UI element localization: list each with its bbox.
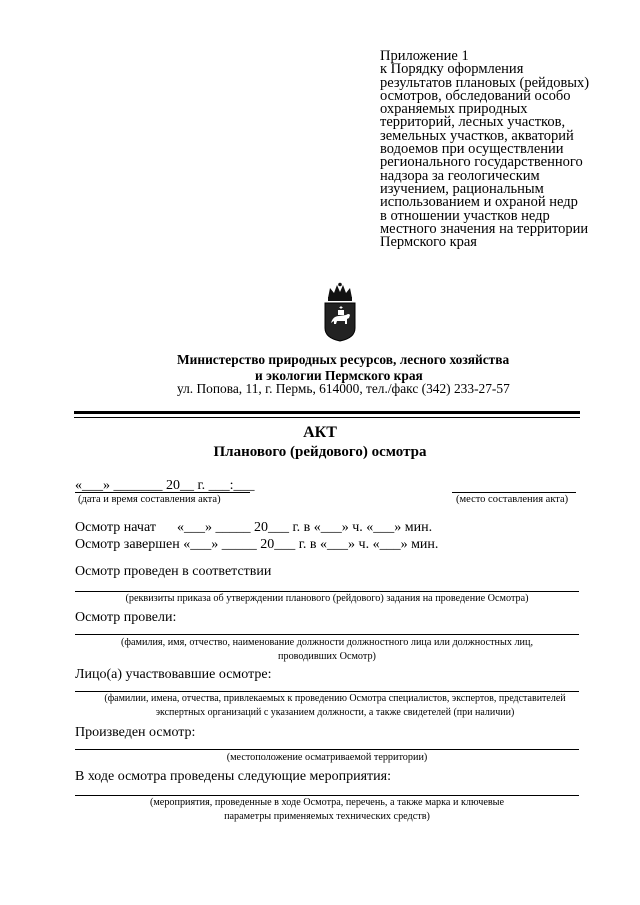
act-title: АКТ — [303, 424, 337, 441]
appendix-line: территорий, лесных участков, — [380, 114, 566, 131]
date-underline — [75, 492, 250, 493]
act-place-caption: (место составления акта) — [456, 494, 569, 505]
perm-krai-coat-of-arms-icon — [322, 282, 358, 342]
appendix-line: водоемов при осуществлении — [380, 141, 564, 158]
appendix-line: использованием и охраной недр — [380, 194, 578, 211]
measures-caption-1: (мероприятия, проведенные в ходе Осмотра, перечень, а также марка и ключевые — [149, 797, 505, 808]
performed-caption: (местоположение осматриваемой территории) — [226, 752, 428, 763]
appendix-line: надзора за геологическим — [380, 167, 540, 184]
measures-label: В ходе осмотра проведены следующие мероприятия: — [75, 769, 391, 784]
participants-line — [75, 691, 579, 692]
accordance-caption: (реквизиты приказа об утверждении планового (рейдового) задания на проведение Осмотра) — [125, 593, 529, 604]
appendix-line: регионального государственного — [380, 154, 583, 171]
act-subtitle: Планового (рейдового) осмотра — [213, 444, 427, 460]
performed-label: Произведен осмотр: — [75, 725, 196, 740]
appendix-line: местного значения на территории — [380, 220, 589, 237]
conducted-label: Осмотр провели: — [75, 610, 177, 625]
accordance-label: Осмотр проведен в соответствии — [75, 564, 272, 579]
act-date-field: «___» _______ 20__ г. ___:___ — [75, 478, 255, 493]
participants-caption-2: экспертных организаций с указанием должности, а также свидетелей (при наличии) — [155, 707, 515, 718]
appendix-line: Пермского края — [380, 234, 477, 251]
conducted-caption-1: (фамилия, имя, отчество, наименование должности должностного лица или должностных лиц, — [120, 637, 534, 648]
ministry-name-line-1: Министерство природных ресурсов, лесного хозяйства — [177, 352, 510, 367]
appendix-line: Приложение 1 — [380, 48, 469, 64]
measures-line — [75, 795, 579, 796]
header-divider-thin — [74, 417, 580, 418]
ministry-name-line-2: и экологии Пермского края — [255, 368, 423, 383]
appendix-line: к Порядку оформления — [380, 61, 524, 78]
place-underline — [452, 492, 576, 493]
appendix-line: изучением, рациональным — [380, 180, 544, 197]
appendix-line: осмотров, обследований особо — [380, 87, 571, 104]
inspection-end: Осмотр завершен «___» _____ 20___ г. в «___» ч. «___» мин. — [75, 537, 439, 552]
appendix-line: охраняемых природных — [380, 101, 528, 118]
act-date-caption: (дата и время составления акта) — [78, 494, 221, 505]
appendix-note — [380, 50, 630, 249]
conducted-line — [75, 634, 579, 635]
appendix-line: результатов плановых (рейдовых) — [380, 74, 590, 91]
participants-caption-1: (фамилии, имена, отчества, привлекаемых к проведению Осмотра специалистов, экспертов, представителей — [104, 693, 566, 704]
conducted-caption-2: проводивших Осмотр) — [278, 651, 376, 662]
performed-line — [75, 749, 579, 750]
inspection-start: Осмотр начат «___» _____ 20___ г. в «___» ч. «___» мин. — [75, 520, 433, 535]
measures-caption-2: параметры применяемых технических средств) — [224, 811, 430, 822]
participants-label: Лицо(а) участвовавшие осмотре: — [75, 667, 272, 682]
ministry-address: ул. Попова, 11, г. Пермь, 614000, тел./факс (342) 233-27-57 — [177, 381, 510, 396]
appendix-line: в отношении участков недр — [380, 207, 550, 224]
appendix-line: земельных участков, акваторий — [380, 127, 574, 144]
accordance-line — [75, 591, 579, 592]
header-divider — [74, 411, 580, 414]
